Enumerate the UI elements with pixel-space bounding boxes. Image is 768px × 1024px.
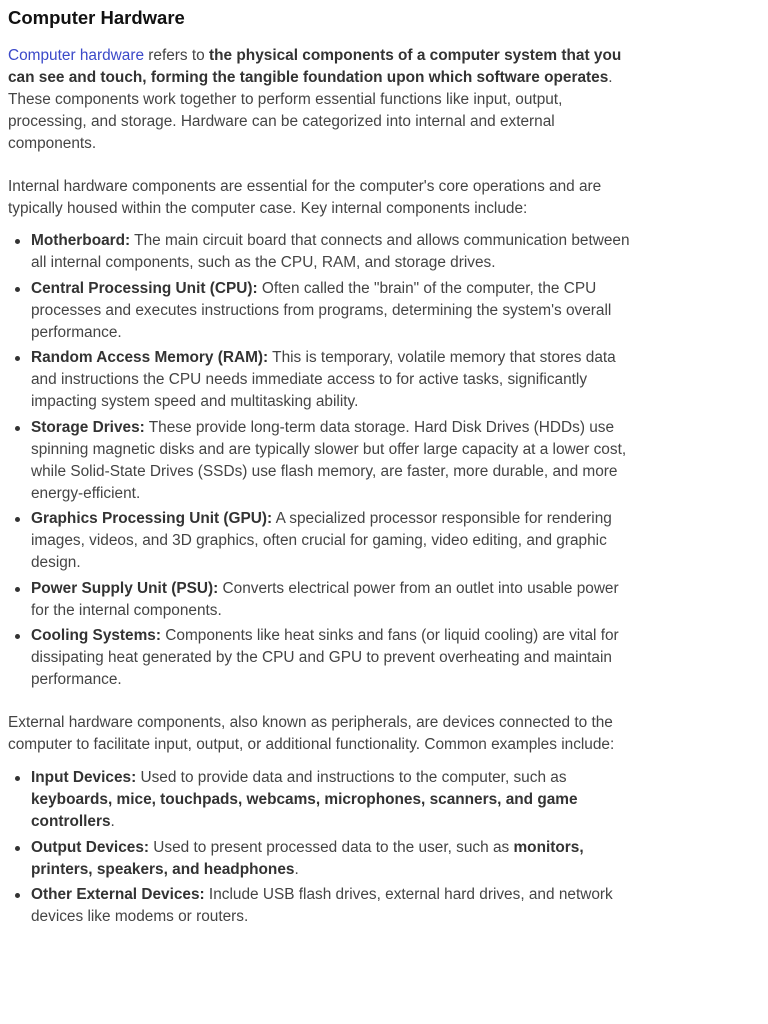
- list-item: [31, 625, 638, 691]
- item-description: The main circuit board that connects and allows communication between all internal components, such as the CPU, RAM, and storage drives.: [31, 232, 630, 271]
- intro-paragraph: [8, 45, 638, 155]
- item-description: Include USB flash drives, external hard drives, and network devices like modems or routers.: [31, 886, 613, 925]
- item-term: Random Access Memory (RAM):: [31, 349, 269, 366]
- computer-hardware-link[interactable]: Computer hardware: [8, 47, 145, 64]
- item-term: Motherboard:: [31, 232, 131, 249]
- item-end: .: [110, 813, 115, 830]
- item-term: Storage Drives:: [31, 418, 145, 436]
- external-intro-paragraph: External hardware components, also known as peripherals, are devices connected to the computer to facilitate input, output, or additional functionality. Common examples include:: [8, 714, 615, 753]
- list-item: [31, 508, 638, 574]
- external-components-list: [8, 767, 638, 932]
- item-description: These provide long-term data storage. Hard Disk Drives (HDDs) use spinning magnetic disks and are typically slower but offer large capacity at a lower cost, while Solid-State Drives (SSDs) use flash memory, are faster, more durable, and more energy-efficient.: [31, 418, 627, 502]
- list-item: [31, 347, 638, 413]
- item-term: Power Supply Unit (PSU):: [31, 579, 219, 597]
- item-description: Components like heat sinks and fans (or liquid cooling) are vital for dissipating heat generated by the CPU and GPU to prevent overheating and maintain performance.: [31, 627, 619, 688]
- item-description: This is temporary, volatile memory that stores data and instructions the CPU needs immediate access to for active tasks, significantly impacting system speed and multitasking ability.: [31, 349, 616, 410]
- intro-rest: . These components work together to perform essential functions like input, output, processing, and storage. Hardware can be categorized into internal and external components.: [8, 69, 613, 152]
- internal-intro-paragraph: Internal hardware components are essential for the computer's core operations and are typically housed within the computer case. Key internal components include:: [8, 178, 602, 217]
- intro-bold-definition: the physical components of a computer system that you can see and touch, forming the tangible foundation upon which software operates: [8, 47, 622, 86]
- page-title: Computer Hardware: [8, 7, 185, 28]
- internal-components-list: [8, 230, 638, 695]
- list-item: [31, 230, 638, 274]
- item-term: Graphics Processing Unit (GPU):: [31, 510, 273, 527]
- intro-text: refers to: [144, 47, 210, 64]
- list-item: [31, 767, 638, 833]
- item-term: Central Processing Unit (CPU):: [31, 279, 258, 297]
- item-description: Used to present processed data to the user, such as: [149, 838, 514, 856]
- item-term: Cooling Systems:: [31, 627, 161, 644]
- item-term: Output Devices:: [31, 838, 150, 856]
- item-term: Input Devices:: [31, 769, 137, 786]
- item-examples: keyboards, mice, touchpads, webcams, microphones, scanners, and game controllers: [31, 791, 578, 830]
- item-description: Used to provide data and instructions to the computer, such as: [136, 769, 567, 786]
- item-examples: monitors, printers, speakers, and headphones: [31, 838, 584, 878]
- item-description: Converts electrical power from an outlet into usable power for the internal components.: [31, 579, 619, 619]
- list-item: [31, 417, 638, 505]
- item-description: A specialized processor responsible for rendering images, videos, and 3D graphics, often crucial for gaming, video editing, and graphic design.: [31, 510, 612, 571]
- list-item: [31, 278, 638, 344]
- item-description: Often called the "brain" of the computer, the CPU processes and executes instructions from programs, determining the system's overall performance.: [31, 279, 612, 341]
- item-end: .: [294, 860, 299, 878]
- item-term: Other External Devices:: [31, 886, 205, 903]
- list-item: [31, 884, 638, 928]
- list-item: [31, 578, 638, 622]
- list-item: [31, 837, 638, 881]
